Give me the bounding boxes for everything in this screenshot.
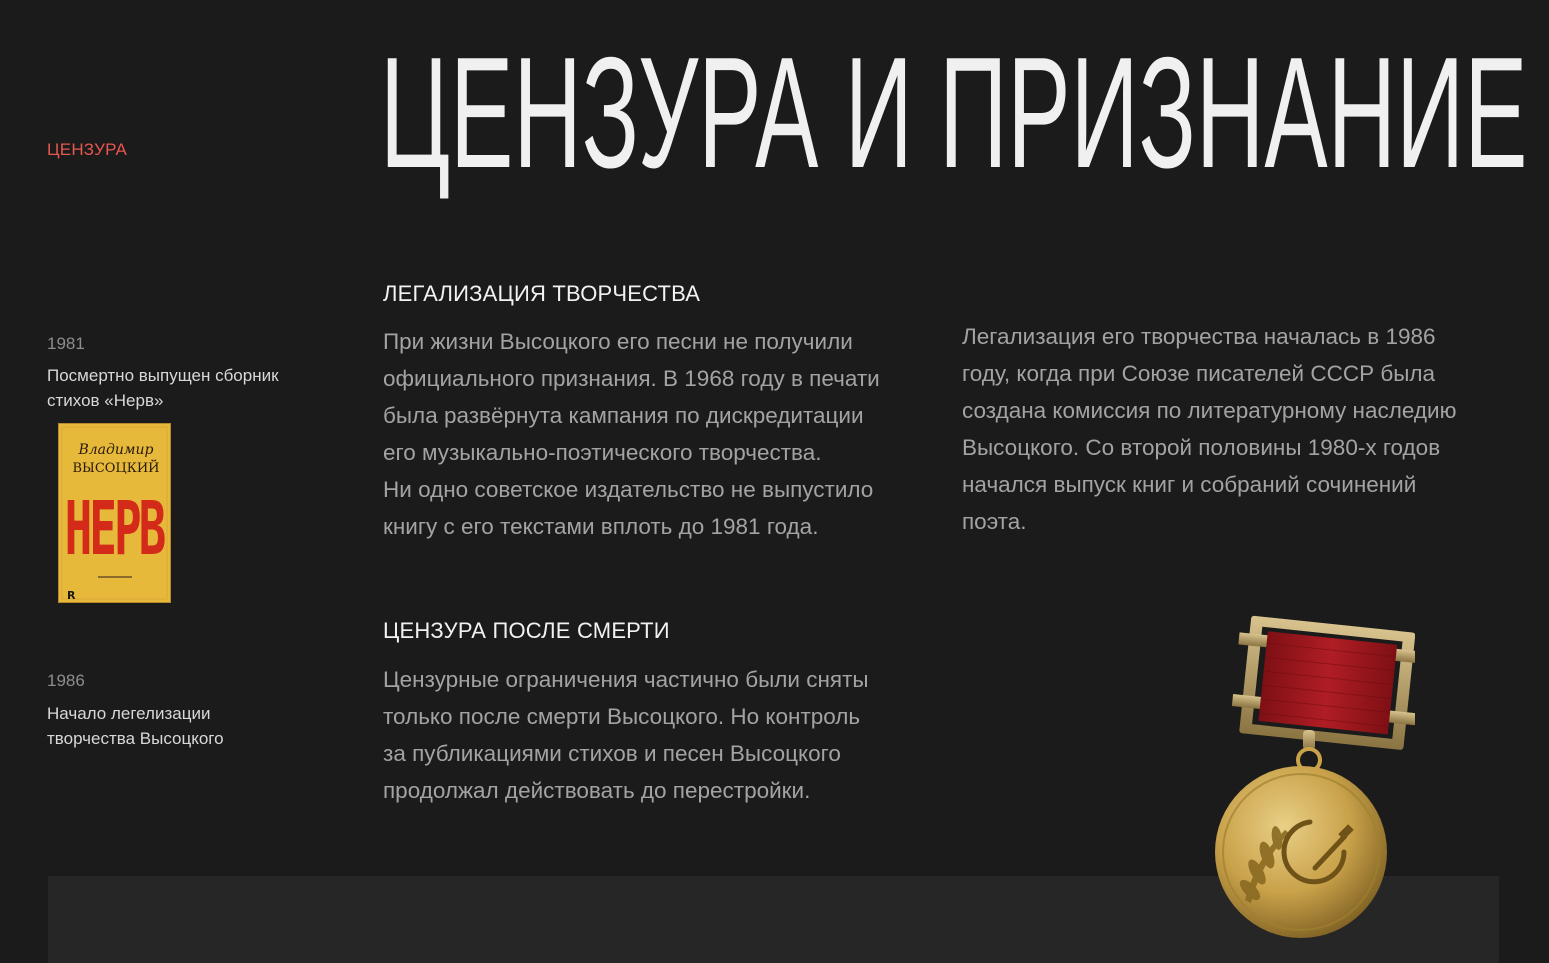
book-title: НЕРВ bbox=[64, 487, 164, 573]
legalization-left-text: При жизни Высоцкого его песни не получили официального признания. В 1968 году в печати была развёрнута кампания по дискредитации его музыкально-поэтического творчества. Ни одно советское издательство не выпустило книгу с его текстами вплоть до 1981 года. bbox=[383, 329, 880, 539]
timeline-year-1981: 1981 bbox=[47, 334, 85, 353]
legalization-heading: ЛЕГАЛИЗАЦИЯ ТВОРЧЕСТВА bbox=[383, 281, 701, 306]
timeline-text-1986: Начало легелизации творчества Высоцкого bbox=[47, 704, 224, 748]
page-title: ЦЕНЗУРА И ПРИЗНАНИЕ bbox=[380, 25, 1528, 201]
timeline-year-1986: 1986 bbox=[47, 671, 85, 690]
section-tag[interactable]: ЦЕНЗУРА bbox=[47, 140, 128, 159]
legalization-right-text: Легализация его творчества началась в 1986 году, когда при Союзе писателей СССР была создана комиссия по литературному наследию Высоцкого. Со второй половины 1980-х годов начался выпуск книг и собраний сочинений поэта. bbox=[962, 324, 1457, 534]
postmortem-censorship-heading: ЦЕНЗУРА ПОСЛЕ СМЕРТИ bbox=[383, 618, 670, 643]
state-prize-medal-icon bbox=[1205, 610, 1415, 940]
timeline-text-1981: Посмертно выпущен сборник стихов «Нерв» bbox=[47, 366, 279, 410]
svg-text:R: R bbox=[67, 589, 76, 602]
book-author-first: Владимир bbox=[78, 442, 154, 458]
book-author-last: ВЫСОЦКИЙ bbox=[72, 461, 160, 476]
postmortem-censorship-text: Цензурные ограничения частично были сняты только после смерти Высоцкого. Но контроль за публикациями стихов и песен Высоцкого продолжал действовать до перестройки. bbox=[383, 667, 869, 803]
book-cover-image bbox=[58, 423, 171, 603]
